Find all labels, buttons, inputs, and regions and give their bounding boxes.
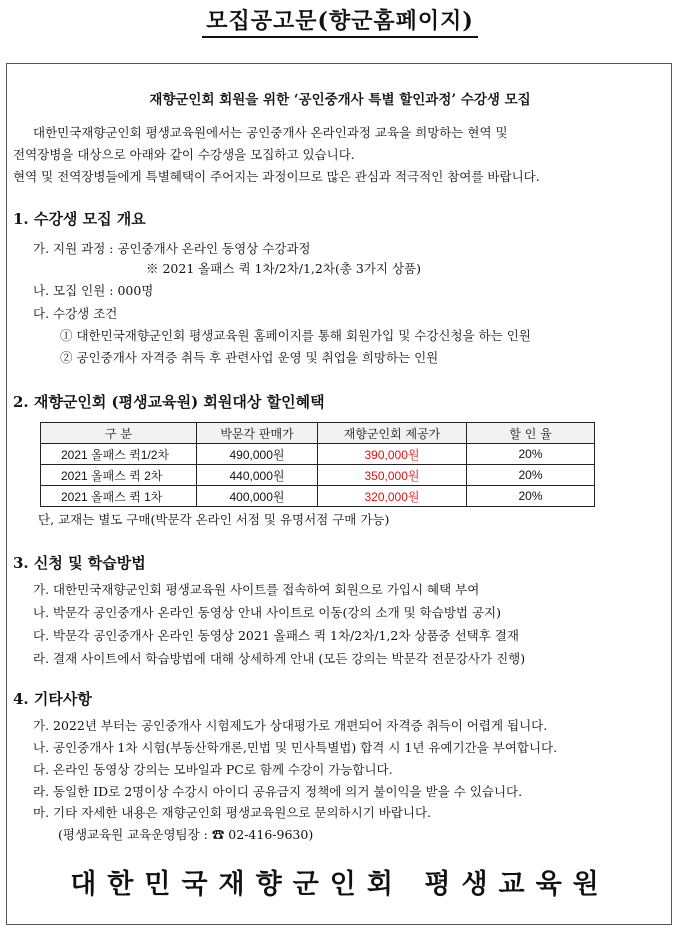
misc-item-5: 마. 기타 자세한 내용은 재향군인회 평생교육원으로 문의하시기 바랍니다. bbox=[33, 805, 432, 820]
section4-title: 4. 기타사항 bbox=[13, 690, 92, 708]
section1-title: 1. 수강생 모집 개요 bbox=[13, 210, 146, 228]
list-price: 490,000원 bbox=[197, 444, 318, 465]
discount-rate: 20% bbox=[467, 486, 595, 507]
discount-rate: 20% bbox=[467, 444, 595, 465]
apply-item-3: 다. 박문각 공인중개사 온라인 동영상 2021 올패스 퀵 1차/2차/1,2차 상품중 선택후 결재 bbox=[33, 628, 519, 643]
misc-item-1: 가. 2022년 부터는 공인중개사 시험제도가 상대평가로 개편되어 자격증 취득이 어렵게 됩니다. bbox=[33, 718, 548, 733]
apply-item-4: 라. 결재 사이트에서 학습방법에 대해 상세하게 안내 (모든 강의는 박문각 전문강사가 진행) bbox=[33, 651, 526, 666]
contact-line: (평생교육원 교육운영팀장 : ☎ 02-416-9630) bbox=[58, 827, 314, 842]
section3-title: 3. 신청 및 학습방법 bbox=[13, 554, 146, 572]
offer-price: 350,000원 bbox=[318, 465, 467, 486]
table-header: 할 인 율 bbox=[467, 423, 595, 444]
headline: 재향군인회 회원을 위한 ‘공인중개사 특별 할인과정’ 수강생 모집 bbox=[149, 92, 531, 108]
course-note: ※ 2021 올패스 퀵 1차/2차/1,2차(총 3가지 상품) bbox=[146, 261, 421, 276]
section2-title: 2. 재향군인회 (평생교육원) 회원대상 할인혜택 bbox=[13, 393, 325, 411]
condition-title: 다. 수강생 조건 bbox=[33, 306, 118, 321]
product-name: 2021 올패스 퀵 2차 bbox=[41, 465, 197, 486]
page-title bbox=[0, 4, 680, 35]
textbook-note: 단, 교재는 별도 구매(박문각 온라인 서점 및 유명서점 구매 가능) bbox=[38, 512, 390, 527]
discount-rate: 20% bbox=[467, 465, 595, 486]
apply-item-2: 나. 박문각 공인중개사 온라인 동영상 안내 사이트로 이동(강의 소개 및 학습방법 공지) bbox=[33, 605, 501, 620]
table-header: 박문각 판매가 bbox=[197, 423, 318, 444]
table-row bbox=[41, 465, 595, 486]
condition-2: ② 공인중개사 자격증 취득 후 관련사업 운영 및 취업을 희망하는 인원 bbox=[60, 350, 439, 365]
product-name: 2021 올패스 퀵 1차 bbox=[41, 486, 197, 507]
intro-line-1: 대한민국재향군인회 평생교육원에서는 공인중개사 온라인과정 교육을 희망하는 현역 및 bbox=[33, 125, 508, 140]
apply-item-1: 가. 대한민국재향군인회 평생교육원 사이트를 접속하여 회원으로 가입시 혜택 부여 bbox=[33, 582, 480, 597]
list-price: 400,000원 bbox=[197, 486, 318, 507]
quota-line: 나. 모집 인원 : 000명 bbox=[33, 283, 154, 298]
intro-line-3: 현역 및 전역장병들에게 특별혜택이 주어지는 과정이므로 많은 관심과 적극적인 참여를 바랍니다. bbox=[13, 169, 540, 184]
table-row bbox=[41, 486, 595, 507]
offer-price: 390,000원 bbox=[318, 444, 467, 465]
intro-line-2: 전역장병을 대상으로 아래와 같이 수강생을 모집하고 있습니다. bbox=[13, 147, 355, 162]
page-title-text: 모집공고문(향군홈페이지) bbox=[202, 8, 478, 38]
condition-1: ① 대한민국재향군인회 평생교육원 홈페이지를 통해 회원가입 및 수강신청을 하는 인원 bbox=[60, 328, 531, 343]
misc-item-4: 라. 동일한 ID로 2명이상 수강시 아이디 공유금지 정책에 의거 불이익을 받을 수 있습니다. bbox=[33, 784, 523, 799]
discount-table bbox=[40, 422, 595, 507]
table-header: 구 분 bbox=[41, 423, 197, 444]
misc-item-3: 다. 온라인 동영상 강의는 모바일과 PC로 함께 수강이 가능합니다. bbox=[33, 762, 393, 777]
organization-footer: 대한민국재향군인회 평생교육원 bbox=[70, 869, 610, 900]
course-line: 가. 지원 과정 : 공인중개사 온라인 동영상 수강과정 bbox=[33, 241, 311, 256]
table-header-row bbox=[41, 423, 595, 444]
table-header: 재향군인회 제공가 bbox=[318, 423, 467, 444]
offer-price: 320,000원 bbox=[318, 486, 467, 507]
misc-item-2: 나. 공인중개사 1차 시험(부동산학개론,민법 및 민사특별법) 합격 시 1년 유예기간을 부여합니다. bbox=[33, 740, 558, 755]
table-row bbox=[41, 444, 595, 465]
list-price: 440,000원 bbox=[197, 465, 318, 486]
product-name: 2021 올패스 퀵1/2차 bbox=[41, 444, 197, 465]
